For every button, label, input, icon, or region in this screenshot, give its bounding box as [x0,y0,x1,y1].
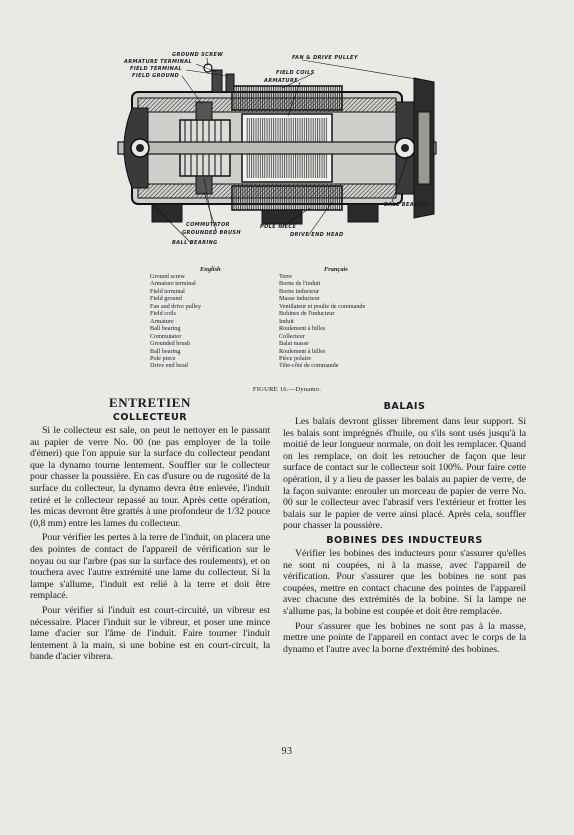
section-title-bobines: BOBINES DES INDUCTEURS [326,534,483,546]
legend-french-item: Masse inducteur [279,295,320,303]
callout-ground-screw: GROUND SCREW [172,52,224,58]
legend-english-item: Armature [150,317,174,325]
figure-caption: FIGURE 16.—Dynamo. [252,386,322,393]
paragraph: Les balais devront glisser librement dans leur support. Si les balais sont imprégnés d'huile, ou s'ils sont usés jusqu'à la moitié de leur longueur normale, on doit les remplacer. Quand on les remplace, on doit les retoucher de façon que leur surface de contact sur le collecteur soit 100%. Pour faire cette opération, il y a lieu de passer les balais au papier de verre, de la façon suivante: enrouler un morceau de papier de verre No. 00 sur le collecteur avec l'abrasif vers l'extérieur et frotter les balais sur le papier de verre ainsi placé. Après cela, souffler pour chasser la poussière. [283,416,526,532]
section-subtitle-collecteur: COLLECTEUR [112,412,188,423]
page-number: 93 [281,746,293,757]
callout-field-ground: FIELD GROUND [132,73,180,79]
legend-english-item: Pole piece [150,354,176,362]
paragraph: Si le collecteur est sale, on peut le nettoyer en le passant au papier de verre No. 00 (ne pas employer de la toile d'émeri) que l'on appuie sur la surface du collecteur pendant que la dynamo tourne lentement. Souffler sur le collecteur pour chasser la poussière. En cas d'usure ou de rugosité de la surface du collecteur, la dynamo devra être enlevée, l'induit retiré et le collecteur repassé au tour. Après cette opération, les micas devront être grattés à une profondeur de 1/32 pouce (0,8 mm) entre les lames du collecteur. [30,425,270,529]
legend-english-item: Field coils [150,310,176,318]
callout-field-coils: FIELD COILS [276,70,315,76]
callout-field-terminal: FIELD TERMINAL [130,66,183,72]
legend-english-item: Fan and drive pulley [150,302,202,310]
legend-english-list [150,273,201,370]
callout-fan-drive-pulley: FAN & DRIVE PULLEY [292,55,358,61]
legend-french-item: Bobines de l'inducteur [279,310,335,318]
legend-french-item: Balai masse [279,340,309,348]
legend-english-item: Grounded brush [150,340,191,348]
callout-grounded-brush: GROUNDED BRUSH [182,230,242,236]
left-column [30,395,270,663]
legend-heading-english: English [200,266,221,273]
legend-english-item: Drive end head [150,362,188,370]
legend-english-item: Ball bearing [150,325,181,333]
legend-french-item: Induit [279,317,294,325]
callout-ball-bearing-right: BALL BEARING [384,202,430,208]
callout-armature-terminal: ARMATURE TERMINAL [124,59,193,65]
legend-french-item: Terre [279,273,292,280]
legend-english-item: Armature terminal [150,280,196,288]
legend-french-item: Pièce polaire [279,354,312,362]
callout-pole-piece: POLE PIECE [260,224,297,230]
legend-french-item: Borne inducteur [279,287,320,295]
legend-heading-french: Français [324,266,348,273]
legend-french-item: Borne de l'induit [279,280,321,288]
legend-french-item: Collecteur [279,332,305,340]
right-column [283,400,526,655]
legend-english-item: Field terminal [150,287,185,295]
legend-french-item: Roulement à billes [279,347,326,355]
legend-french-item: Tête-côté de commande [279,362,339,370]
legend-english-item: Commutator [150,332,182,340]
section-title-balais: BALAIS [383,401,426,412]
callout-ball-bearing-left: BALL BEARING [172,240,218,246]
legend-english-item: Field ground [150,295,182,303]
legend-english-item: Ground screw [150,273,185,280]
section-title-entretien: ENTRETIEN [109,395,191,410]
callout-commutator: COMMUTATOR [186,222,230,228]
paragraph: Pour vérifier si l'induit est court-circuité, un vibreur est nécessaire. Placer l'induit sur le vibreur, et poser une mince lame d'acier sur l'âme de l'induit. Faire tourner l'induit lentement à la main, si une bobine est en court-circuit, la bande d'acier vibrera. [30,604,270,663]
legend-english-item: Ball bearing [150,347,181,355]
callout-drive-end-head: DRIVE END HEAD [290,232,344,238]
paragraph: Vérifier les bobines des inducteurs pour s'assurer qu'elles ne sont ni coupées, ni à la masse, avec l'appareil de vérification. Pour s'assurer que les bobines ne sont pas coupées, mettre en contact chacune des pointes de l'appareil avec chacune des extrémités de la bobine. Si la lampe ne s'allume pas, la bobine est coupée et doit être remplacée. [283,547,526,617]
legend-french-list [279,273,365,370]
paragraph: Pour vérifier les pertes à la terre de l'induit, on placera une des pointes de contact de l'appareil de vérification sur le noyau ou sur l'arbre (pas sur la surface des roulements), et on touchera avec l'autre extrémité une lame du collecteur. Si la lampe s'allume, l'induit est relié à la terre et doit être remplacé. [30,532,270,602]
paragraph: Pour s'assurer que les bobines ne sont pas à la masse, mettre une pointe de l'appareil en contact avec le corps de la dynamo et l'autre avec la borne d'extrémité des bobines. [283,620,526,655]
callout-armature: ARMATURE [264,78,299,84]
legend-french-item: Roulement à billes [279,325,326,333]
dynamo-figure [112,52,448,260]
legend-french-item: Ventilateur et poulie de commande [279,302,366,310]
